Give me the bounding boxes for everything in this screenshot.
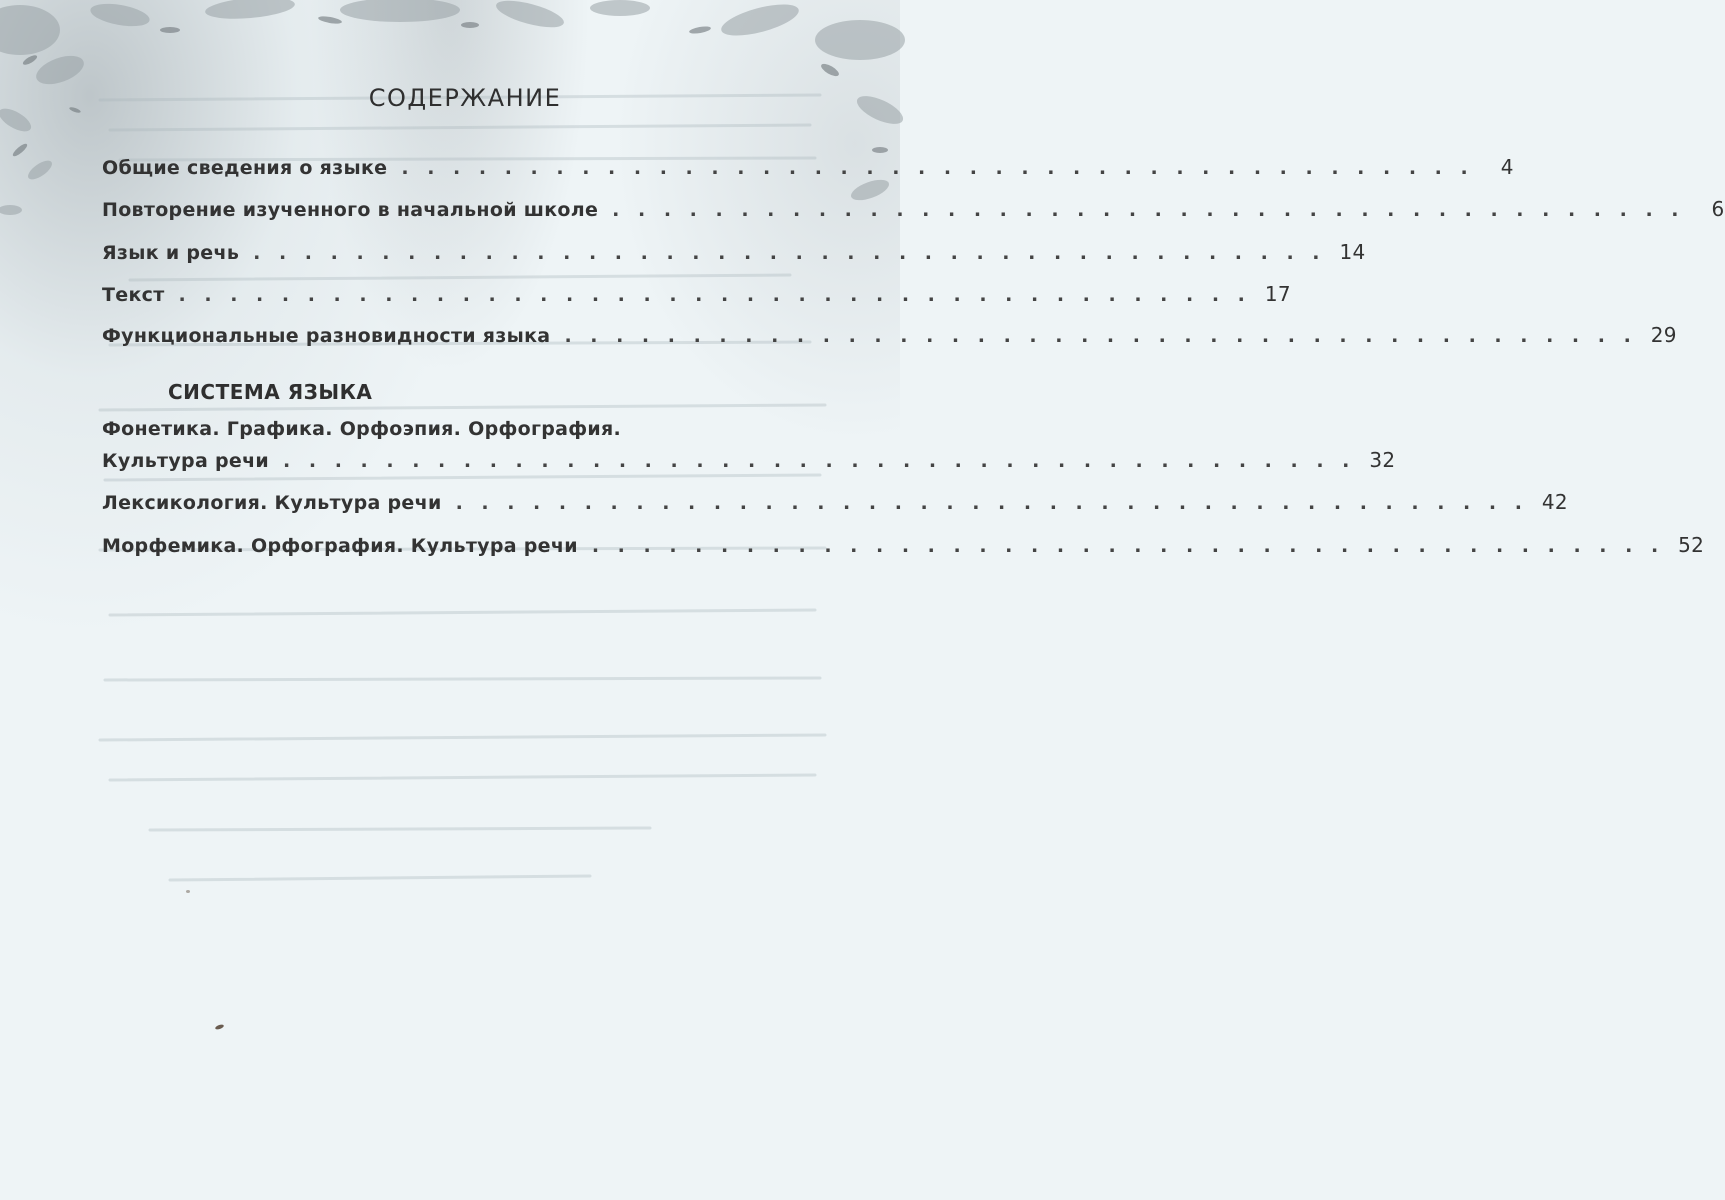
toc-page-number: 4	[1500, 155, 1514, 179]
toc-entry[interactable]	[102, 490, 1568, 520]
toc-page-number: 6	[1711, 197, 1725, 221]
toc-entry-label: Морфемика. Орфография. Культура речи	[102, 535, 578, 557]
toc-page-number: 42	[1541, 490, 1568, 514]
toc-entry[interactable]	[102, 448, 1396, 478]
toc-entry-label: Функциональные разновидности языка	[102, 325, 551, 347]
toc-entry[interactable]	[102, 240, 1366, 270]
section-heading: СИСТЕМА ЯЗЫКА	[168, 380, 373, 404]
toc-page-number: 52	[1678, 533, 1705, 557]
toc-entry-label: Общие сведения о языке	[102, 157, 388, 179]
toc-entry-label: Повторение изученного в начальной школе	[102, 199, 599, 221]
toc-entry-label: Лексикология. Культура речи	[102, 492, 442, 514]
dot-leader: . . . . . . . . . . . . . . . . . . . . . . . . . . . . . . . . . . . . . . . . . .	[612, 199, 1685, 221]
toc-page-number: 17	[1264, 282, 1291, 306]
toc-entry[interactable]	[102, 282, 1291, 312]
toc-entry-label: Текст	[102, 284, 165, 306]
toc-page-number: 14	[1339, 240, 1366, 264]
toc-entry[interactable]	[102, 197, 1725, 227]
page-title: СОДЕРЖАНИЕ	[368, 84, 562, 112]
toc-entry[interactable]	[102, 533, 1705, 563]
toc-page-number: 32	[1369, 448, 1396, 472]
toc-entry[interactable]	[102, 323, 1677, 353]
dot-leader: . . . . . . . . . . . . . . . . . . . . . . . . . . . . . . . . . . . . . . . . . .	[253, 242, 1326, 264]
toc-entry-label-line1[interactable]: Фонетика. Графика. Орфоэпия. Орфография.	[102, 418, 622, 440]
toc-page-number: 29	[1650, 323, 1677, 347]
toc-entry-label: Культура речи	[102, 450, 270, 472]
toc-entry[interactable]	[102, 155, 1514, 185]
dot-leader: . . . . . . . . . . . . . . . . . . . . . . . . . . . . . . . . . . . . . . . . . .	[401, 157, 1474, 179]
dot-leader: . . . . . . . . . . . . . . . . . . . . . . . . . . . . . . . . . . . . . . . . . .	[283, 450, 1356, 472]
dot-leader: . . . . . . . . . . . . . . . . . . . . . . . . . . . . . . . . . . . . . . . . . .	[564, 325, 1637, 347]
dot-leader: . . . . . . . . . . . . . . . . . . . . . . . . . . . . . . . . . . . . . . . . . .	[178, 284, 1251, 306]
dot-leader: . . . . . . . . . . . . . . . . . . . . . . . . . . . . . . . . . . . . . . . . . .	[455, 492, 1528, 514]
dot-leader: . . . . . . . . . . . . . . . . . . . . . . . . . . . . . . . . . . . . . . . . . .	[591, 535, 1665, 557]
toc-entry-label: Язык и речь	[102, 242, 240, 264]
ink-speck	[186, 890, 190, 893]
